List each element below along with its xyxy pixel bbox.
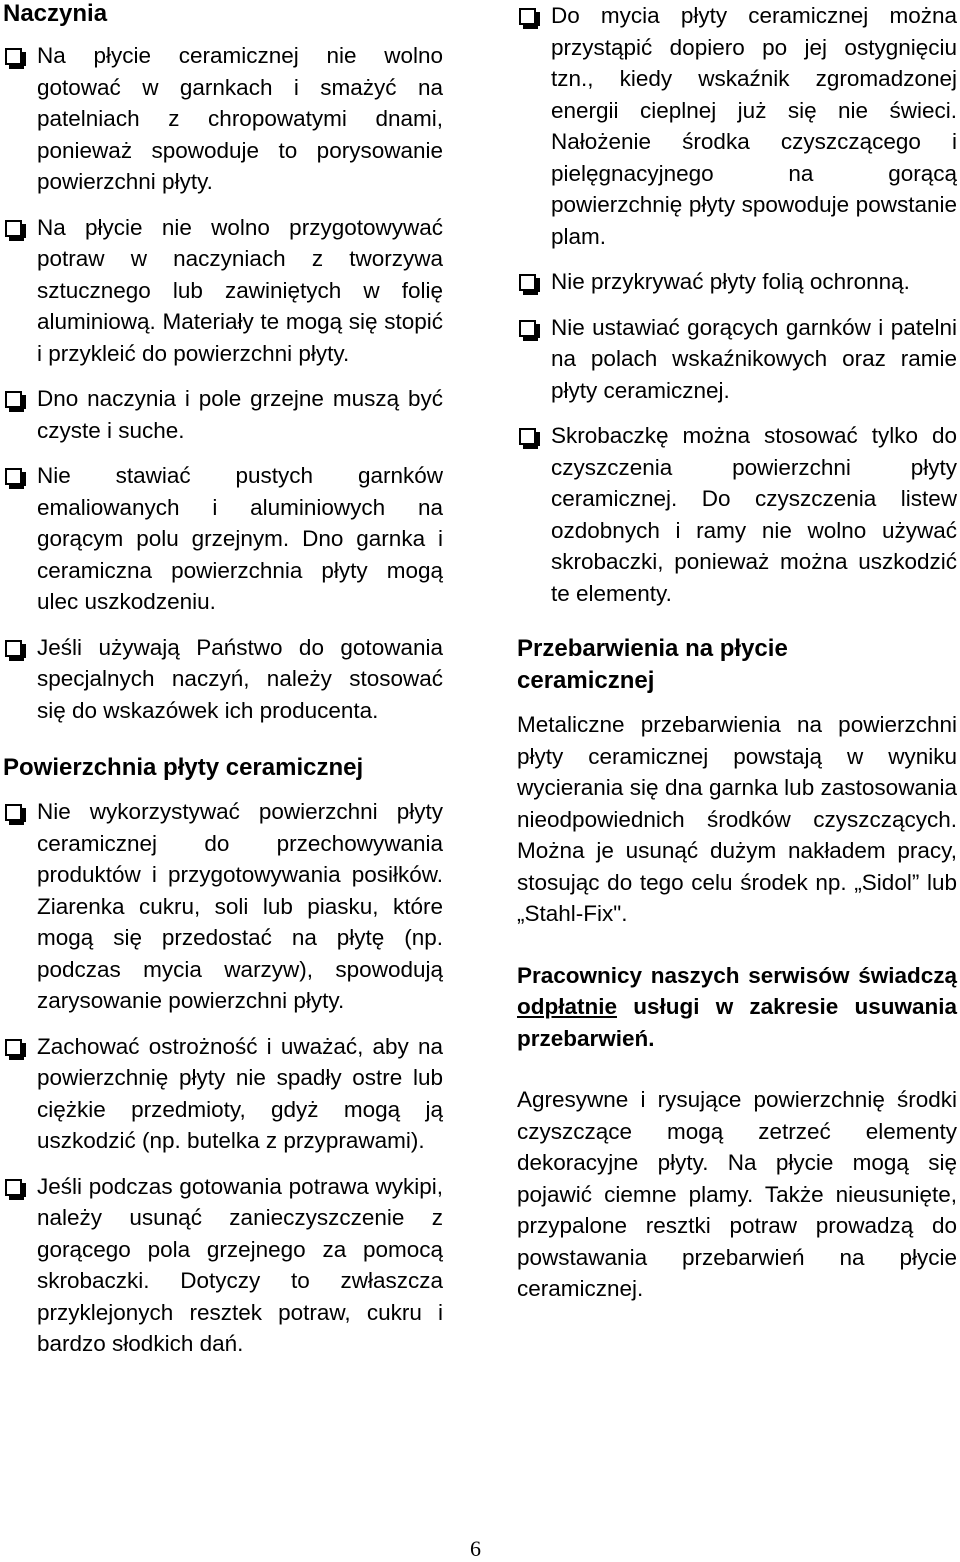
list-item: Nie ustawiać gorących garnków i patelni na polach wskaźnikowych oraz ramie płyty ceramicznej. bbox=[517, 312, 957, 407]
heading-przebarwienia: Przebarwienia na płycie ceramicznej bbox=[517, 635, 788, 694]
checkbox-icon bbox=[5, 640, 22, 657]
checkbox-icon bbox=[519, 8, 536, 25]
checkbox-icon bbox=[5, 391, 22, 408]
list-item: Do mycia płyty ceramicznej można przystąpić dopiero po jej ostygnięciu tzn., kiedy wskaźnik zgromadzonej energii cieplnej już się nie świeci. Nałożenie środka czyszczącego i pielęgnacyjnego na gorącą powierzchnię płyty spowoduje powstanie plam. bbox=[517, 0, 957, 252]
list-item: Skrobaczkę można stosować tylko do czyszczenia powierzchni płyty ceramicznej. Do czyszczenia listew ozdobnych i ramy nie wolno używać skrobaczki, ponieważ można uszkodzić te elementy. bbox=[517, 420, 957, 609]
paragraph-metaliczne: Metaliczne przebarwienia na powierzchni płyty ceramicznej powstają w wyniku wycierania się dna garnka lub zastosowania nieodpowiednich środków czyszczących. Można je usunąć dużym nakładem pracy, stosując do tego celu środek np. „Sidol” lub „Stahl-Fix". bbox=[517, 712, 957, 926]
list-item: Nie przykrywać płyty folią ochronną. bbox=[517, 266, 957, 298]
checkbox-icon bbox=[5, 48, 22, 65]
checkbox-icon bbox=[519, 320, 536, 337]
checkbox-icon bbox=[5, 1039, 22, 1056]
heading-powierzchnia: Powierzchnia płyty ceramicznej bbox=[3, 754, 364, 781]
list-item: Jeśli podczas gotowania potrawa wykipi, należy usunąć zanieczyszczenie z gorącego pola grzejnego za pomocą skrobaczki. Dotyczy to zwłaszcza przyklejonych resztek potraw, cukru i bardzo słodkich dań. bbox=[3, 1171, 443, 1360]
list-item: Jeśli używają Państwo do gotowania specjalnych naczyń, należy stosować się do wskazówek ich producenta. bbox=[3, 632, 443, 727]
list-item: Na płycie nie wolno przygotowywać potraw w naczyniach z tworzywa sztucznego lub zawiniętych w folię aluminiową. Materiały te mogą się stopić i przykleić do powierzchni płyty. bbox=[3, 212, 443, 370]
left-column bbox=[3, 0, 443, 1360]
checkbox-icon bbox=[519, 428, 536, 445]
list-item: Zachować ostrożność i uważać, aby na powierzchnię płyty nie spadły ostre lub ciężkie przedmioty, gdyż mogą ją uszkodzić (np. butelka z przyprawami). bbox=[3, 1031, 443, 1157]
page-number: 6 bbox=[470, 1536, 481, 1561]
checkbox-icon bbox=[5, 468, 22, 485]
right-column bbox=[517, 0, 957, 1305]
list-item: Na płycie ceramicznej nie wolno gotować w garnkach i smażyć na patelniach z chropowatymi dnami, ponieważ spowoduje to porysowanie powierzchni płyty. bbox=[3, 40, 443, 198]
list-item: Nie wykorzystywać powierzchni płyty ceramicznej do przechowywania produktów i przygotowywania posiłków. Ziarenka cukru, soli lub piasku, które mogą się przedostać na płytę (np. podczas mycia warzyw), spowodują zarysowanie powierzchni płyty. bbox=[3, 796, 443, 1017]
checkbox-icon bbox=[5, 804, 22, 821]
list-item: Nie stawiać pustych garnków emaliowanych i aluminiowych na gorącym polu grzejnym. Dno garnka i ceramiczna powierzchnia płyty mogą ulec uszkodzeniu. bbox=[3, 460, 443, 618]
checkbox-icon bbox=[5, 220, 22, 237]
checkbox-icon bbox=[519, 274, 536, 291]
heading-naczynia: Naczynia bbox=[3, 0, 108, 27]
paragraph-serwis: Pracownicy naszych serwisów świadczą odpłatnie usługi w zakresie usuwania przebarwień. bbox=[517, 962, 957, 1051]
list-item: Dno naczynia i pole grzejne muszą być czyste i suche. bbox=[3, 383, 443, 446]
paragraph-agresywne: Agresywne i rysujące powierzchnię środki czyszczące mogą zetrzeć elementy dekoracyjne płyty. Na płycie mogą się pojawić ciemne plamy. Także nieusunięte, przypalone resztki potraw prowadzą do powstawania przebarwień na płycie ceramicznej. bbox=[517, 1087, 957, 1301]
checkbox-icon bbox=[5, 1179, 22, 1196]
